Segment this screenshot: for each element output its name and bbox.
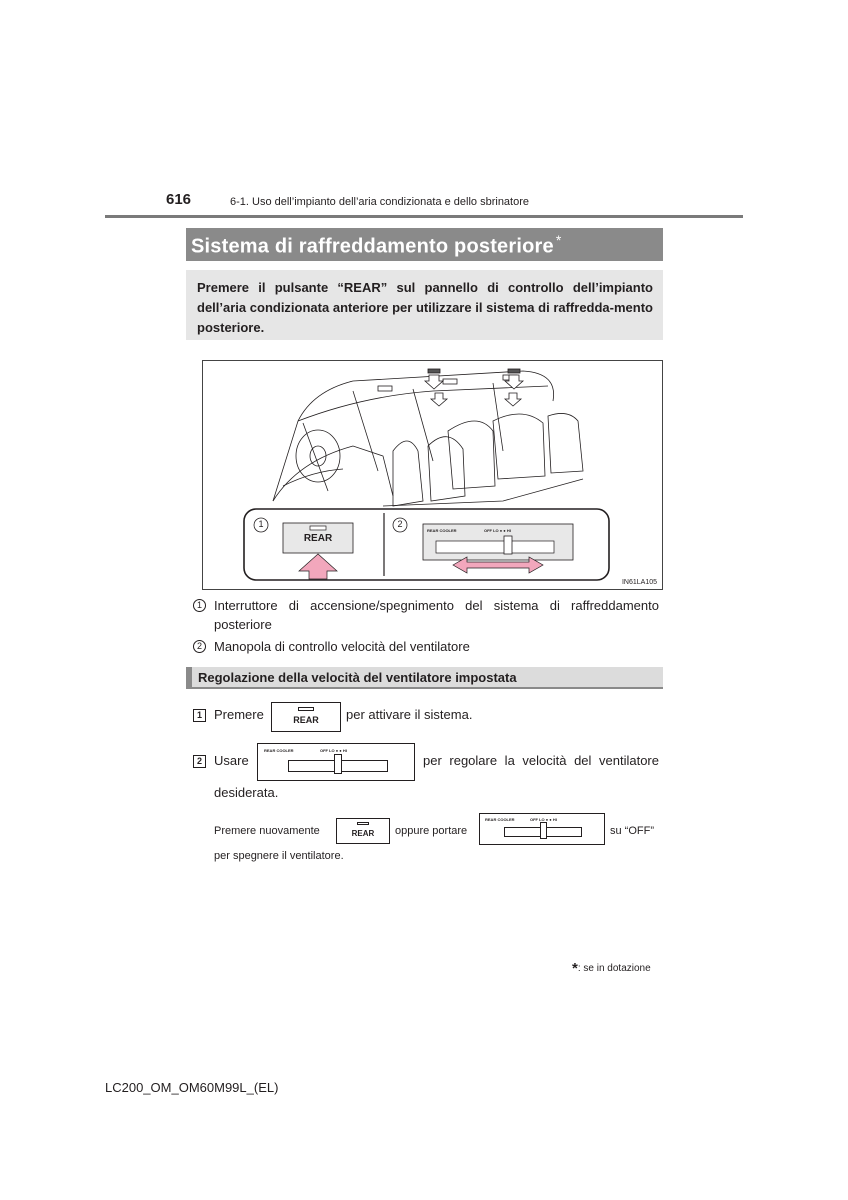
panel-slider-knob [334, 754, 342, 774]
step-2-before: Usare [214, 753, 249, 768]
panel-label: REAR COOLER [264, 748, 294, 753]
car-interior-illustration [203, 361, 664, 591]
rear-button-image [271, 702, 341, 732]
legend-number-2: 2 [193, 640, 206, 653]
note-rear-button-label: REAR [351, 829, 375, 838]
step-number-2: 2 [193, 755, 206, 768]
figure-panel-scale: OFF LO ● ● HI [484, 528, 511, 533]
subsection-accent [186, 667, 192, 689]
section-title-bar [186, 228, 663, 261]
note-fan-panel-image [479, 813, 605, 845]
footnote-marker: * [572, 960, 578, 977]
note-rear-button-lamp [357, 822, 369, 825]
figure-callout-2: 2 [397, 519, 403, 529]
section-title-text: Sistema di raffreddamento posteriore [191, 235, 554, 258]
subsection-bar [186, 667, 663, 689]
rear-button-label: REAR [293, 715, 319, 725]
section-title-marker: * [555, 232, 562, 248]
legend-text-2: Manopola di controllo velocità del ventilatore [214, 639, 470, 654]
note-part-2: oppure portare [395, 825, 468, 837]
figure-panel-label: REAR COOLER [427, 528, 457, 533]
note-panel-scale: OFF LO ● ● HI [530, 817, 557, 822]
step-2-continuation: desiderata. [214, 785, 279, 800]
step-1-after: per attivare il sistema. [346, 707, 473, 722]
note-part-3: su “OFF” [610, 825, 654, 837]
subsection-title: Regolazione della velocità del ventilatore impostata [198, 670, 517, 685]
footnote [572, 960, 651, 977]
intro-text: Premere il pulsante “REAR” sul pannello di controllo dell’impianto dell’aria condizionata anteriore per utilizzare il sistema di raffredda-mento posteriore. [197, 280, 653, 335]
step-1-before: Premere [214, 707, 264, 722]
note-rear-button-image [336, 818, 390, 844]
header-divider [105, 215, 743, 218]
section-title [191, 232, 562, 259]
figure-rear-label: REAR [303, 533, 333, 544]
chapter-title: 6-1. Uso dell’impianto dell’aria condizionata e dello sbrinatore [230, 196, 530, 208]
step-number-1: 1 [193, 709, 206, 722]
page-number: 616 [166, 191, 192, 208]
car-interior-figure [202, 360, 663, 590]
note-line-2: per spegnere il ventilatore. [214, 850, 344, 862]
legend-number-1: 1 [193, 599, 206, 612]
figure-code: IN61LA105 [621, 579, 657, 586]
note-panel-slider-knob [540, 822, 547, 839]
footnote-text: : se in dotazione [577, 963, 651, 974]
panel-scale: OFF LO ● ● HI [320, 748, 347, 753]
legend-text-1: Interruttore di accensione/spegnimento del sistema di raffreddamento posteriore [214, 598, 659, 632]
note-panel-label: REAR COOLER [485, 817, 515, 822]
note-part-1: Premere nuovamente [214, 825, 320, 837]
footer-code: LC200_OM_OM60M99L_(EL) [105, 1080, 279, 1095]
rear-button-lamp [298, 707, 314, 711]
intro-box [186, 270, 663, 340]
figure-callout-1: 1 [258, 519, 264, 529]
step-2-after: per regolare la velocità del ventilatore [423, 753, 659, 768]
fan-speed-panel-image [257, 743, 415, 781]
